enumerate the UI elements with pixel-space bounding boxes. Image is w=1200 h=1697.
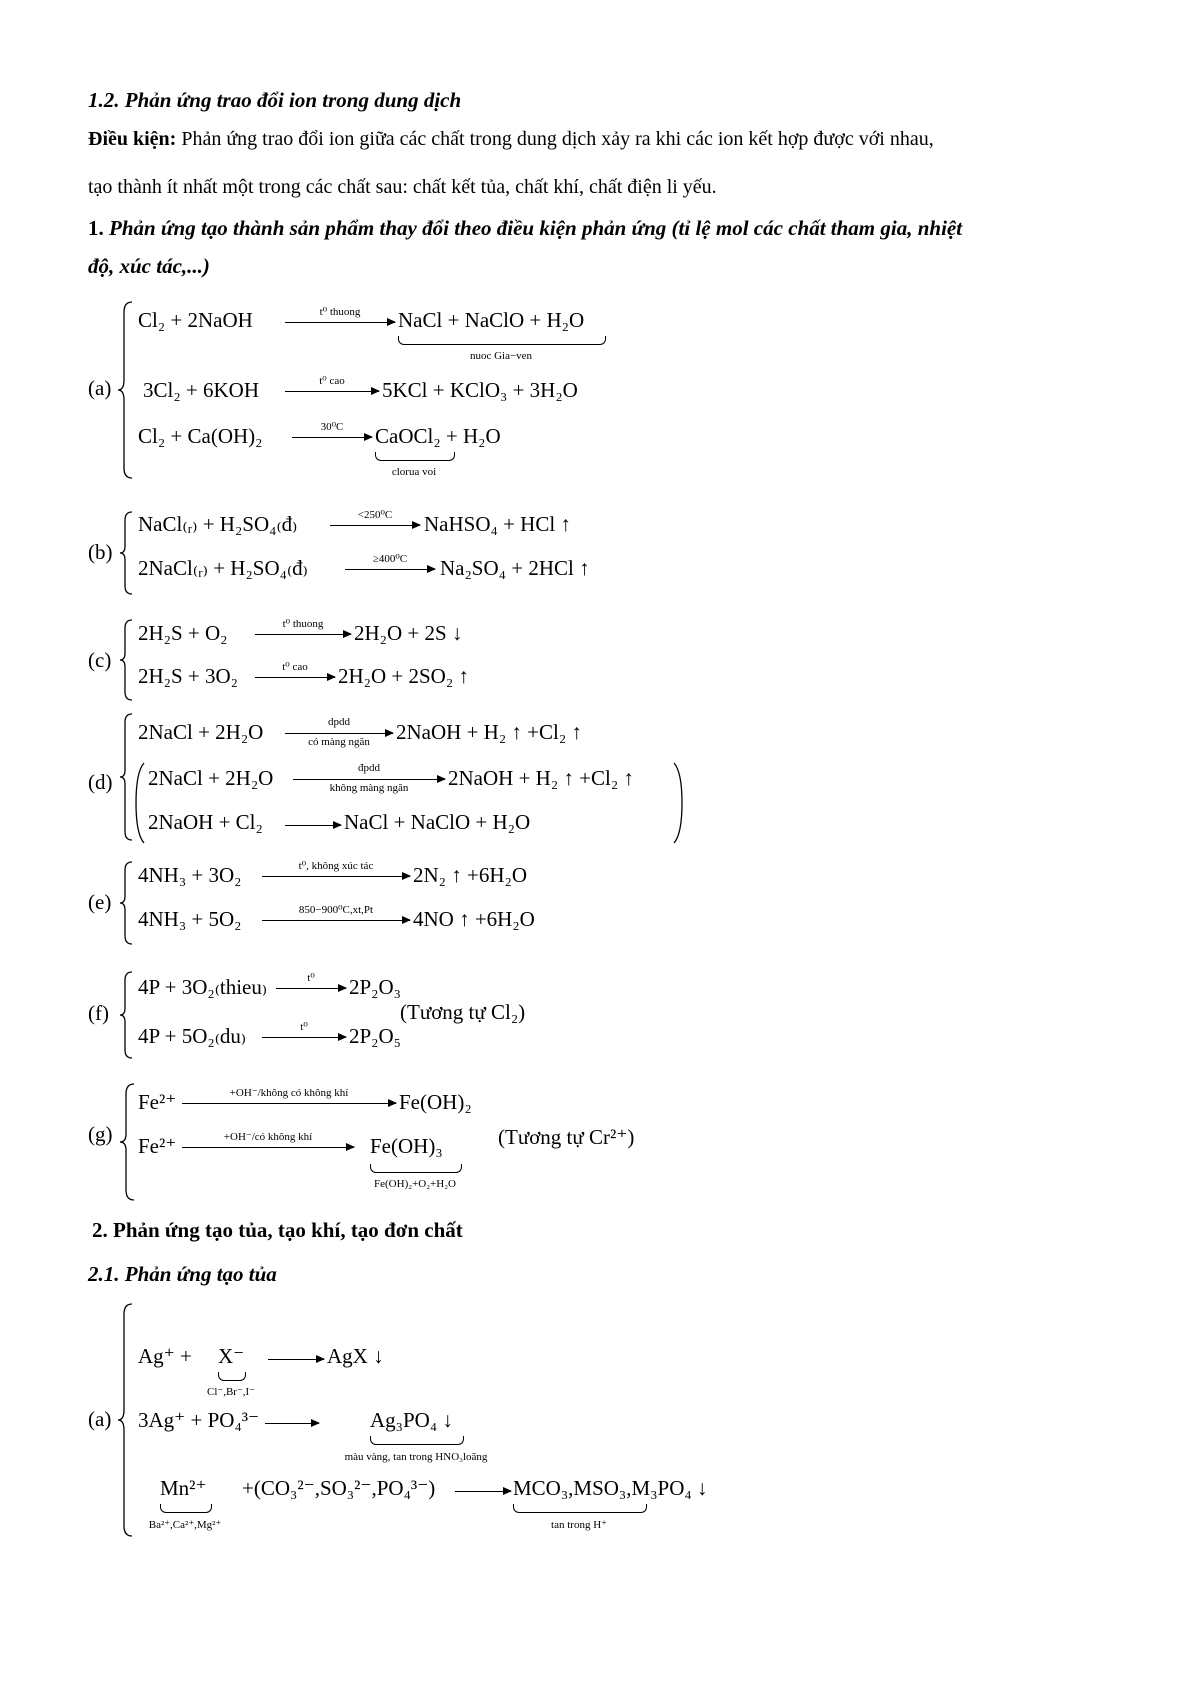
group-f-r2-arrow [262, 1037, 346, 1038]
group-b-r1-right: NaHSO₄ + HCl ↑ [424, 512, 571, 536]
group-g-r1-cond: +OH⁻/không có không khí [229, 1087, 349, 1099]
part2-a-r2-right-u: Ag₃PO₄ [370, 1408, 438, 1432]
group-g-r2-cond: +OH⁻/có không khí [223, 1131, 313, 1143]
group-d-r2-left: 2NaCl + 2H₂O [148, 766, 274, 790]
group-b-r2-left: 2NaCl₍ᵣ₎ + H₂SO₄₍đ₎ [138, 556, 308, 580]
group-c-r1-right: 2H₂O + 2S ↓ [354, 621, 463, 645]
group-e-label: (e) [88, 890, 112, 914]
group-a-r1-cond: t⁰ thuong [319, 306, 361, 318]
part2-a-r2-arrow [265, 1423, 319, 1424]
group-e-r1-cond: t⁰, không xúc tác [298, 860, 374, 872]
part2-a-r3-right-u: MCO₃,MSO₃ [513, 1476, 627, 1500]
group-c-r2-cond: t⁰ cao [282, 661, 308, 673]
group-b-r1-arrow [330, 525, 420, 526]
group-e-r1-left: 4NH₃ + 3O₂ [138, 863, 242, 887]
part2-a-r2-underbrace [370, 1436, 464, 1445]
group-f-brace [120, 970, 136, 1060]
part2-a-r3-right: ,M₃PO₄ ↓ [626, 1476, 708, 1500]
group-c-r1-left: 2H₂S + O₂ [138, 621, 228, 645]
part1-title-2: độ, xúc tác,...) [88, 254, 210, 278]
group-a-r3-cond: 30⁰C [320, 421, 344, 433]
part2-a-r3-left-underbrace [160, 1504, 212, 1513]
part2-a-r1-x: X⁻ [218, 1344, 245, 1368]
group-e-r2-left: 4NH₃ + 5O₂ [138, 907, 242, 931]
group-d-r2-cond: đpdd [358, 762, 380, 774]
part2-a-r3-arrow [455, 1491, 511, 1492]
group-d-r2-right: 2NaOH + H₂ ↑ +Cl₂ ↑ [448, 766, 634, 790]
group-g-r1-arrow [182, 1103, 396, 1104]
group-f-note: (Tương tự Cl₂) [400, 1000, 526, 1024]
group-d-r1-arrow [285, 733, 393, 734]
group-b-label: (b) [88, 540, 113, 564]
group-e-r1-arrow [262, 876, 410, 877]
group-e-r2-right: 4NO ↑ +6H₂O [413, 907, 535, 931]
group-d-label: (d) [88, 770, 113, 794]
group-f-r2-left: 4P + 5O₂₍du₎ [138, 1024, 247, 1048]
group-e-brace [120, 860, 136, 946]
group-d-r3-left: 2NaOH + Cl₂ [148, 810, 263, 834]
group-e-r1-right: 2N₂ ↑ +6H₂O [413, 863, 527, 887]
group-f-label: (f) [88, 1001, 109, 1025]
group-g-label: (g) [88, 1122, 113, 1146]
part2-a-label: (a) [88, 1407, 112, 1431]
group-c-r2-left: 2H₂S + 3O₂ [138, 664, 238, 688]
group-b-r1-cond: <250⁰C [357, 509, 393, 521]
group-a-r1-right: NaCl + NaClO + H₂O [398, 308, 585, 332]
part2-a-r2-right-group [370, 1408, 453, 1433]
group-a-label: (a) [88, 376, 112, 400]
group-e-r2-arrow [262, 920, 410, 921]
part2-a-r3-underbrace [513, 1504, 647, 1513]
group-f-r1-left: 4P + 3O₂₍thieu₎ [138, 975, 268, 999]
part2-a-r1-left: Ag⁺ + [138, 1344, 192, 1368]
group-d-r1-cond: dpdd [328, 716, 350, 728]
condition-text-1: Phản ứng trao đổi ion giữa các chất trong dung dịch xảy ra khi các ion kết hợp được với nhau, [181, 128, 934, 150]
group-c-brace [120, 618, 136, 702]
group-a-r1-under: nuoc Gia−ven [469, 350, 533, 362]
part2-a-r1-arrow [268, 1359, 324, 1360]
group-a-r3-left: Cl₂ + Ca(OH)₂ [138, 424, 263, 448]
group-c-r1-arrow [255, 634, 351, 635]
part2-a-r1-right: AgX ↓ [327, 1344, 384, 1368]
part2-a-r1-underbrace [218, 1372, 246, 1381]
group-a-r2-right: 5KCl + KClO₃ + 3H₂O [382, 378, 578, 402]
group-a-r3-right-u: CaOCl₂ [375, 424, 441, 448]
group-a-r3-right-group [375, 424, 501, 449]
group-f-r2-right: 2P₂O₅ [349, 1024, 401, 1048]
group-a-r1-underbrace [398, 336, 606, 345]
group-g-note: (Tương tự Cr²⁺) [498, 1125, 635, 1149]
group-a-r1-arrow [285, 322, 395, 323]
part2-a-r3-left-under: Ba²⁺,Ca²⁺,Mg²⁺ [148, 1519, 222, 1531]
group-a-brace [118, 300, 138, 480]
group-a-r3-arrow [292, 437, 372, 438]
part2-a-brace [118, 1302, 138, 1538]
condition-text-2: tạo thành ít nhất một trong các chất sau: chất kết tủa, chất khí, chất điện li yếu. [88, 176, 717, 198]
group-a-r2-arrow [285, 391, 379, 392]
group-f-r1-right: 2P₂O₃ [349, 975, 401, 999]
group-a-r2-cond: t⁰ cao [319, 375, 345, 387]
part2-a-r3-under: tan trong H⁺ [551, 1519, 607, 1531]
group-d-right-paren [672, 762, 684, 844]
group-g-r2-left: Fe²⁺ [138, 1134, 177, 1158]
group-g-r1-left: Fe²⁺ [138, 1090, 177, 1114]
group-f-r1-arrow [276, 988, 346, 989]
group-a-r1-left: Cl₂ + 2NaOH [138, 308, 253, 332]
condition-paragraph [88, 120, 1148, 158]
part1-title-1: Phản ứng tạo thành sản phẩm thay đổi theo điều kiện phản ứng (tỉ lệ mol các chất tham gia, nhiệt [109, 216, 963, 240]
group-e-r2-cond: 850−900⁰C,xt,Pt [298, 904, 374, 916]
group-g-brace [120, 1082, 140, 1202]
part1-title [88, 216, 962, 241]
group-f-r2-cond: t⁰ [300, 1021, 308, 1033]
group-b-r2-right: Na₂SO₄ + 2HCl ↑ [440, 556, 590, 580]
part2-a-r1-x-under: Cl⁻,Br⁻,I⁻ [207, 1386, 255, 1398]
group-d-r1-left: 2NaCl + 2H₂O [138, 720, 264, 744]
part2-a-r2-under: màu vàng, tan trong HNO₃loãng [344, 1451, 488, 1463]
part1-number: 1. [88, 216, 104, 240]
group-d-r2-arrow [293, 779, 445, 780]
group-d-r3-arrow [285, 825, 341, 826]
part2-a-r2-left: 3Ag⁺ + PO₄³⁻ [138, 1408, 260, 1432]
group-g-r2-under: Fe(OH)₂+O₂+H₂O [374, 1178, 456, 1190]
part2-a-r2-right: ↓ [437, 1408, 453, 1432]
group-b-brace [120, 510, 136, 596]
group-c-label: (c) [88, 648, 112, 672]
group-d-r1-cond2: có màng ngăn [308, 736, 370, 748]
group-d-left-paren [134, 762, 146, 844]
group-g-r2-arrow [182, 1147, 354, 1148]
part2-title: 2. Phản ứng tạo tủa, tạo khí, tạo đơn chất [92, 1218, 463, 1242]
group-f-r1-cond: t⁰ [307, 972, 315, 984]
condition-label: Điều kiện: [88, 128, 177, 150]
part2-sub-title: 2.1. Phản ứng tạo tủa [88, 1262, 277, 1286]
group-g-r2-underbrace [370, 1164, 462, 1173]
group-b-r1-left: NaCl₍ᵣ₎ + H₂SO₄₍đ₎ [138, 512, 298, 536]
group-c-r2-right: 2H₂O + 2SO₂ ↑ [338, 664, 469, 688]
group-b-r2-arrow [345, 569, 435, 570]
part2-a-r3-right-group [513, 1476, 707, 1501]
group-d-r2-cond2: không màng ngăn [329, 782, 409, 794]
group-a-r3-right: + H₂O [440, 424, 501, 448]
part2-a-r3-left-u: Mn²⁺ [160, 1476, 207, 1500]
section-title: 1.2. Phản ứng trao đổi ion trong dung dịch [88, 88, 462, 112]
group-a-r2-left: 3Cl₂ + 6KOH [143, 378, 260, 402]
group-g-r2-right: Fe(OH)₃ [370, 1134, 443, 1158]
group-a-r3-underbrace [375, 452, 455, 461]
group-d-r3-right: NaCl + NaClO + H₂O [344, 810, 531, 834]
group-c-r1-cond: t⁰ thuong [282, 618, 324, 630]
group-c-r2-arrow [255, 677, 335, 678]
part2-a-r3-mid: +(CO₃²⁻,SO₃²⁻,PO₄³⁻) [242, 1476, 436, 1500]
group-a-r3-under: clorua voi [391, 466, 437, 478]
group-b-r2-cond: ≥400⁰C [372, 553, 408, 565]
group-d-r1-right: 2NaOH + H₂ ↑ +Cl₂ ↑ [396, 720, 582, 744]
group-g-r1-right: Fe(OH)₂ [399, 1090, 472, 1114]
